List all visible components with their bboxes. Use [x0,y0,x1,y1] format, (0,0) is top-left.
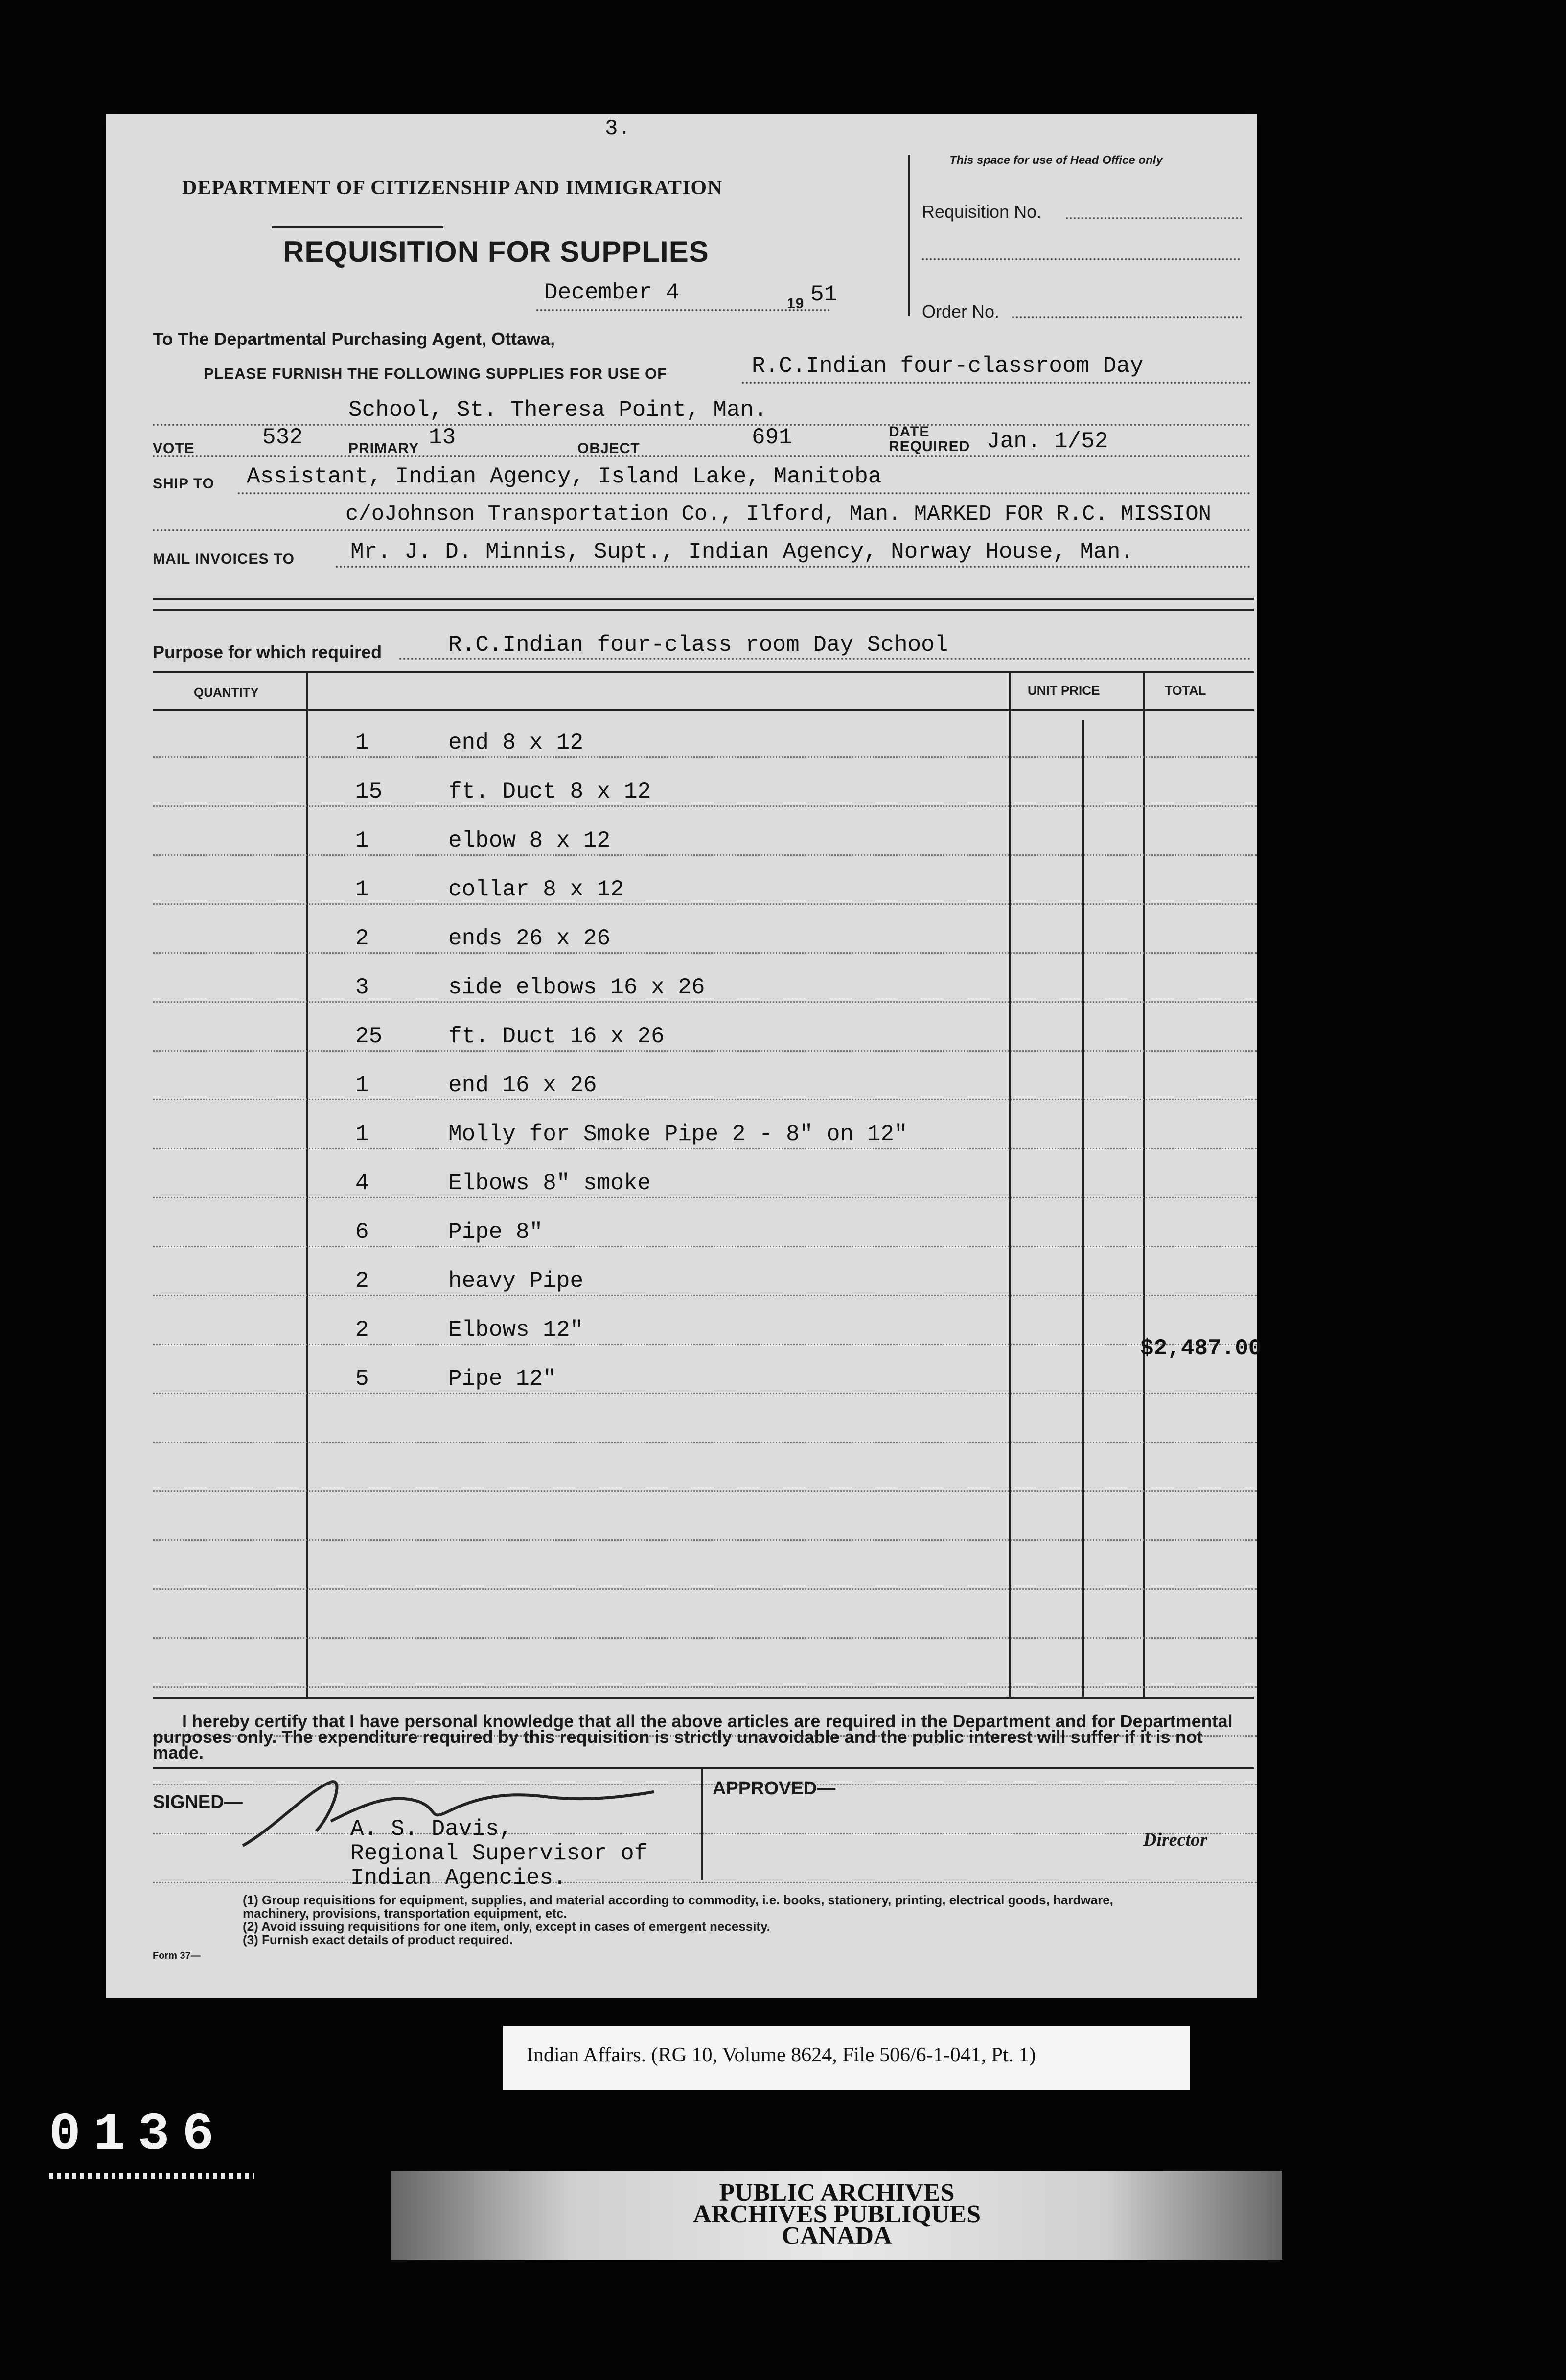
signed-label: SIGNED— [153,1792,243,1812]
row-rule [153,1148,1257,1149]
title-rule [272,226,443,228]
addressee: To The Departmental Purchasing Agent, Ottawa, [153,329,555,349]
order-number-label: Order No. [922,301,1000,321]
row-rule [153,1295,1257,1296]
vote-label: VOTE [153,440,195,457]
item-quantity: 4 [355,1170,369,1196]
item-description: side elbows 16 x 26 [448,975,705,1000]
item-description: end 16 x 26 [448,1073,597,1098]
total-header: TOTAL [1165,683,1206,698]
item-quantity: 2 [355,926,369,951]
item-quantity: 25 [355,1024,383,1049]
item-quantity: 2 [355,1317,369,1343]
date-required-label: DATE REQUIRED [889,424,970,455]
row-rule [153,903,1257,905]
row-rule [153,854,1257,856]
archives-stamp-line3: CANADA [782,2222,892,2250]
ship-to-line1: Assistant, Indian Agency, Island Lake, Manitoba [247,464,882,489]
approved-label: APPROVED— [713,1778,836,1799]
item-quantity: 1 [355,730,369,755]
requisition-form-paper [106,114,1262,1998]
row-rule [153,1539,1257,1541]
item-description: Pipe 12" [448,1366,556,1392]
primary-label: PRIMARY [348,440,419,457]
item-description: ft. Duct 16 x 26 [448,1024,665,1049]
row-rule [153,1442,1257,1443]
purpose-label: Purpose for which required [153,642,382,662]
date-required-value: Jan. 1/52 [987,429,1108,454]
director-label: Director [1143,1830,1207,1850]
row-rule [153,1882,1257,1883]
row-rule [153,756,1257,758]
item-quantity: 1 [355,828,369,853]
item-description: Elbows 8" smoke [448,1170,651,1196]
item-quantity: 1 [355,877,369,902]
note-3: (3) Furnish exact details of product required. [243,1932,513,1947]
item-quantity: 5 [355,1366,369,1392]
archives-stamp-line2: ARCHIVES PUBLIQUES [692,2200,981,2228]
row-rule [153,1050,1257,1052]
head-office-box [908,154,1248,321]
frame-number: 0136 [49,2105,227,2165]
ship-to-label: SHIP TO [153,476,214,492]
item-quantity: 15 [355,779,383,804]
item-description: Molly for Smoke Pipe 2 - 8" on 12" [448,1121,908,1147]
object-value: 691 [752,425,792,450]
row-rule [153,1197,1257,1198]
vote-value: 532 [262,425,303,450]
furnish-label: PLEASE FURNISH THE FOLLOWING SUPPLIES FOR USE OF [204,365,668,382]
requisition-number-label: Requisition No. [922,202,1042,222]
certification-text: I hereby certify that I have personal knowledge that all the above articles are required in the Department and for Departmental purposes only. The expenditure required by this requisition is strictly unavoidable and the public interest will suffer if it is not made. [153,1711,1233,1762]
row-rule [153,1490,1257,1492]
frame-tick-strip [49,2173,254,2179]
grand-total: $2,487.00 [1140,1336,1262,1361]
archives-stamp-strip [392,2171,1282,2260]
note-1: (1) Group requisitions for equipment, supplies, and material according to commodity, i.e. books, stationery, printing, electrical goods, hardware, machinery, provisions, transportation equipment, etc. [243,1893,1113,1921]
furnish-for-line1: R.C.Indian four-classroom Day [752,353,1144,379]
row-rule [153,1246,1257,1247]
item-description: ft. Duct 8 x 12 [448,779,651,804]
item-quantity: 6 [355,1219,369,1245]
row-rule [153,1686,1257,1688]
mail-invoices-label: MAIL INVOICES TO [153,551,295,567]
row-rule [153,1001,1257,1003]
item-description: heavy Pipe [448,1268,584,1294]
date-year-suffix: 51 [810,282,838,307]
row-rule [153,952,1257,954]
unit-price-header: UNIT PRICE [1028,683,1100,698]
ship-to-line2: c/oJohnson Transportation Co., Ilford, Man. MARKED FOR R.C. MISSION [345,502,1212,526]
row-rule [153,805,1257,807]
item-description: end 8 x 12 [448,730,584,755]
row-rule [153,1344,1257,1345]
archive-reference-label [503,2026,1190,2090]
head-office-notice: This space for use of Head Office only [949,154,1163,167]
signer-title-line2: Indian Agencies. [350,1865,567,1891]
row-rule [153,1393,1257,1394]
row-rule [153,1588,1257,1590]
mail-invoices-value: Mr. J. D. Minnis, Supt., Indian Agency, Norway House, Man. [350,539,1134,565]
row-rule [153,1637,1257,1639]
item-quantity: 3 [355,975,369,1000]
quantity-header: QUANTITY [194,685,259,700]
row-rule [153,1099,1257,1100]
furnish-for-line2: School, St. Theresa Point, Man. [348,397,767,423]
page-number: 3. [605,116,631,141]
item-quantity: 1 [355,1121,369,1147]
purpose-value: R.C.Indian four-class room Day School [448,632,948,658]
object-label: OBJECT [577,440,640,457]
item-description: Pipe 8" [448,1219,543,1245]
item-description: ends 26 x 26 [448,926,611,951]
form-title: REQUISITION FOR SUPPLIES [283,235,709,268]
signer-name: A. S. Davis, [350,1816,513,1842]
date-year-prefix: 19 [787,296,805,312]
form-number: Form 37— [153,1950,201,1961]
archive-reference: Indian Affairs. (RG 10, Volume 8624, File 506/6-1-041, Pt. 1) [527,2044,1036,2066]
primary-value: 13 [429,425,456,450]
signer-title-line1: Regional Supervisor of [350,1841,648,1866]
date-day: December 4 [544,280,680,305]
item-quantity: 2 [355,1268,369,1294]
notes-block [243,1894,1153,1946]
item-description: collar 8 x 12 [448,877,624,902]
department-name: DEPARTMENT OF CITIZENSHIP AND IMMIGRATION [182,177,723,199]
item-description: elbow 8 x 12 [448,828,611,853]
note-2: (2) Avoid issuing requisitions for one item, only, except in cases of emergent necessity. [243,1919,770,1934]
item-description: Elbows 12" [448,1317,584,1343]
archives-stamp [685,2179,989,2250]
archives-stamp-line1: PUBLIC ARCHIVES [719,2179,955,2207]
item-quantity: 1 [355,1073,369,1098]
